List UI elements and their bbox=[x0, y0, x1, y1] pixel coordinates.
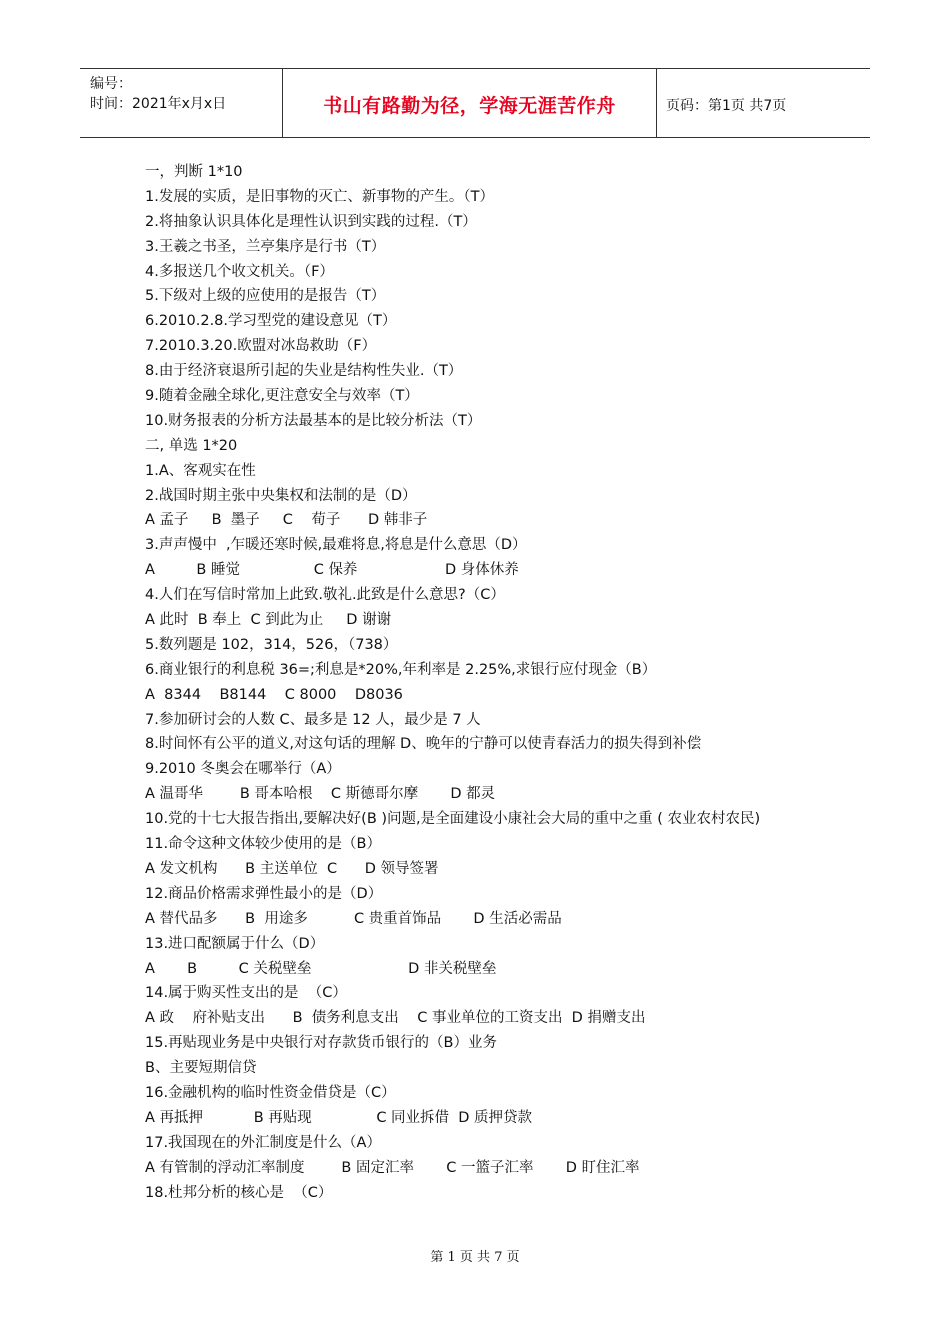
header-motto-cell bbox=[282, 69, 657, 137]
text-line: 2.将抽象认识具体化是理性认识到实践的过程.（T） bbox=[145, 213, 477, 230]
text-line: A 替代品多 B 用途多 C 贵重首饰品 D 生活必需品 bbox=[145, 910, 562, 927]
text-line: B、主要短期信贷 bbox=[145, 1060, 257, 1077]
text-line: 10.财务报表的分析方法最基本的是比较分析法（T） bbox=[145, 412, 482, 429]
text-line: A 孟子 B 墨子 C 荀子 D 韩非子 bbox=[145, 512, 428, 529]
text-line: 6.2010.2.8.学习型党的建设意见（T） bbox=[145, 313, 397, 330]
text-line: 10.党的十七大报告指出,要解决好(B )问题,是全面建设小康社会大局的重中之重 ( 农业农村农民) bbox=[145, 811, 761, 828]
text-line: A B C 关税壁垒 D 非关税壁垒 bbox=[145, 960, 497, 977]
text-line: A 温哥华 B 哥本哈根 C 斯德哥尔摩 D 都灵 bbox=[145, 786, 496, 803]
text-line: 8.由于经济衰退所引起的失业是结构性失业.（T） bbox=[145, 363, 463, 380]
text-line: 4.多报送几个收文机关。（F） bbox=[145, 263, 334, 280]
text-line: 13.进口配额属于什么（D） bbox=[145, 935, 325, 952]
text-line: 二, 单选 1*20 bbox=[145, 437, 238, 454]
page-header bbox=[80, 68, 870, 138]
text-line: 1.A、客观实在性 bbox=[145, 462, 256, 479]
text-line: A B 睡觉 C 保养 D 身体休养 bbox=[145, 562, 519, 579]
text-line: 一，判断 1*10 bbox=[145, 164, 243, 180]
text-line: 8.时间怀有公平的道义,对这句话的理解 D、晚年的宁静可以使青春活力的损失得到补偿 bbox=[145, 736, 702, 753]
text-line: A 8344 B8144 C 8000 D8036 bbox=[145, 686, 403, 703]
motto-text: 书山有路勤为径，学海无涯苦作舟 bbox=[323, 95, 616, 117]
text-line: 9.2010 冬奥会在哪举行（A） bbox=[145, 761, 341, 778]
header-info-cell bbox=[80, 69, 282, 137]
text-line: 3.声声慢中 ,乍暖还寒时候,最难将息,将息是什么意思（D） bbox=[145, 537, 527, 554]
text-line: A 再抵押 B 再贴现 C 同业拆借 D 质押贷款 bbox=[145, 1109, 533, 1126]
page-footer: 第 1 页 共 7 页 bbox=[430, 1250, 520, 1265]
time-label: 时间：2021年x月x日 bbox=[90, 96, 227, 112]
number-label: 编号： bbox=[90, 76, 132, 92]
header-page-cell bbox=[656, 69, 870, 137]
text-line: 15.再贴现业务是中央银行对存款货币银行的（B）业务 bbox=[145, 1035, 498, 1052]
text-line: 2.战国时期主张中央集权和法制的是（D） bbox=[145, 487, 417, 504]
text-line: 5.数列题是 102，314，526，（738） bbox=[145, 636, 398, 653]
text-line: 16.金融机构的临时性资金借贷是（C） bbox=[145, 1084, 396, 1101]
page-code: 页码：第1页 共7页 bbox=[666, 98, 787, 114]
text-line: 4.人们在写信时常加上此致.敬礼.此致是什么意思?（C） bbox=[145, 587, 505, 604]
document-body bbox=[145, 160, 805, 1205]
text-line: 9.随着金融全球化,更注意安全与效率（T） bbox=[145, 388, 419, 405]
text-line: 3.王羲之书圣，兰亭集序是行书（T） bbox=[145, 238, 386, 255]
text-line: A 此时 B 奉上 C 到此为止 D 谢谢 bbox=[145, 612, 392, 629]
text-line: A 发文机构 B 主送单位 C D 领导签署 bbox=[145, 860, 439, 877]
text-line: A 有管制的浮动汇率制度 B 固定汇率 C 一篮子汇率 D 盯住汇率 bbox=[145, 1159, 640, 1176]
text-line: 14.属于购买性支出的是 （C） bbox=[145, 985, 347, 1002]
text-line: 7.参加研讨会的人数 C、最多是 12 人，最少是 7 人 bbox=[145, 711, 481, 728]
text-line: 17.我国现在的外汇制度是什么（A） bbox=[145, 1134, 381, 1151]
text-line: A 政 府补贴支出 B 债务利息支出 C 事业单位的工资支出 D 捐赠支出 bbox=[145, 1010, 646, 1027]
text-line: 1.发展的实质，是旧事物的灭亡、新事物的产生。（T） bbox=[145, 188, 494, 205]
text-line: 6.商业银行的利息税 36=;利息是*20%,年利率是 2.25%,求银行应付现金（B） bbox=[145, 661, 657, 678]
text-line: 12.商品价格需求弹性最小的是（D） bbox=[145, 885, 383, 902]
text-line: 18.杜邦分析的核心是 （C） bbox=[145, 1184, 333, 1201]
text-line: 5.下级对上级的应使用的是报告（T） bbox=[145, 288, 386, 305]
text-line: 7.2010.3.20.欧盟对冰岛救助（F） bbox=[145, 338, 377, 355]
text-line: 11.命令这种文体较少使用的是（B） bbox=[145, 836, 382, 853]
